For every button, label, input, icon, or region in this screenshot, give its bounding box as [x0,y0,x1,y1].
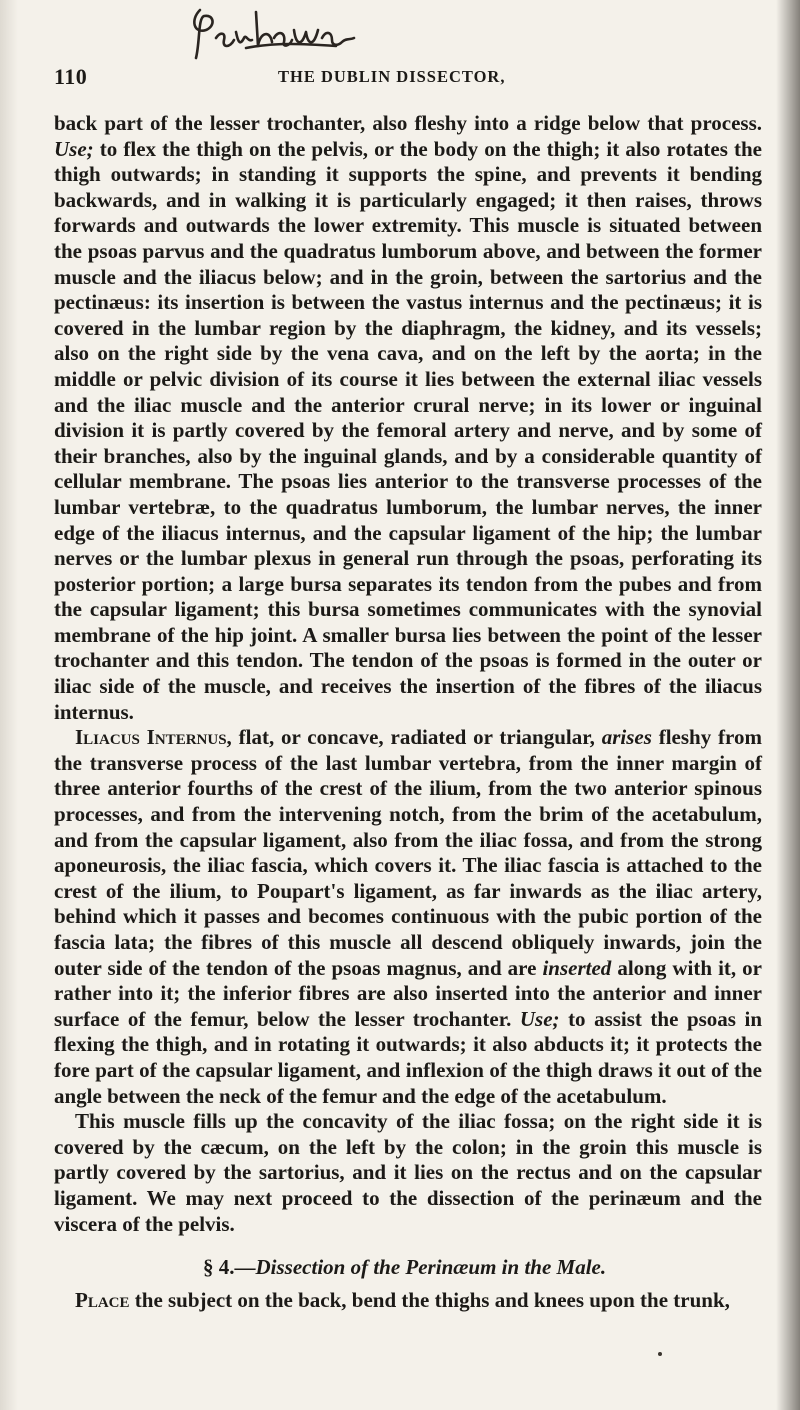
italic-term: Use; [519,1006,560,1031]
paragraph-iliacus-relations [54,1109,762,1237]
text-run: This muscle fills up the concavity of the iliac fossa; on the right side it is covered by the cæcum, on the left by the colon; in the groin this muscle is partly covered by the sartorius, and it lies on the rectus and on the capsular ligament. We may next proceed to the dissection of the perinæum and the viscera of the pelvis. [54,1109,762,1236]
small-caps-term: Iliacus Internus, [75,725,232,750]
text-run: fleshy from the transverse process of the last lumbar vertebra, from the inner margin of three anterior fourths of the crest of the ilium, from the two anterior spinous processes, and from the intervening notch, from the brim of the acetabulum, and from the capsular ligament, also from the iliac fossa, and from the strong aponeurosis, the iliac fascia, which covers it. The iliac fascia is attached to the crest of the ilium, to Poupart's ligament, as far inwards as the iliac artery, behind which it passes and becomes continuous with the pubic portion of the fascia lata; the fibres of this muscle all descend obliquely inwards, join the outer side of the tendon of the psoas magnus, and are [54,725,762,980]
italic-term: arises [601,725,652,750]
top-margin [0,0,800,62]
section-number: § 4.— [203,1255,256,1280]
text-run: flat, or concave, radiated or triangular, [231,725,602,750]
paragraph-iliacus-internus [54,725,762,1109]
text-run: the subject on the back, bend the thighs and knees upon the trunk, [129,1287,730,1312]
italic-term: Use; [54,136,94,161]
running-title: THE DUBLIN DISSECTOR, [278,67,506,86]
paragraph-perinaeum-start [54,1288,762,1314]
italic-term: inserted [542,955,612,980]
handwritten-signature [186,2,356,62]
text-run: back part of the lesser trochanter, also fleshy into a ridge below that process. [54,111,762,135]
section-heading [54,1255,762,1281]
paragraph-psoas-continued [54,111,762,725]
text-run: to flex the thigh on the pelvis, or the body on the thigh; it also rotates the thigh outwards; in standing it supports the spine, and prevents it bending backwards, and in walking it is particularly engaged; it then raises, throws forwards and outwards the lower extremity. This muscle is situated between the psoas parvus and the quadratus lumborum above, and between the former muscle and the iliacus below; and in the groin, between the sartorius and the pectinæus: its insertion is between the vastus internus and the pectinæus; it is covered in the lumbar region by the diaphragm, the kidney, and its vessels; also on the right side by the vena cava, and on the left by the aorta; in the middle or pelvic division of its course it lies between the external iliac vessels and the iliac muscle and the anterior crural nerve; in its lower or inguinal division it is partly covered by the femoral artery and nerve, and by some of their branches, also by the inguinal glands, and by a considerable quantity of cellular membrane. The psoas lies anterior to the transverse processes of the lumbar vertebræ, to the quadratus lumborum, the lumbar nerves, the inner edge of the iliacus internus, and the capsular ligament of the hip; the lumbar nerves or the lumbar plexus in general run through the psoas, perforating its posterior portion; a large bursa separates its tendon from the pubes and from the capsular ligament; this bursa sometimes communicates with the synovial membrane of the hip joint. A smaller bursa lies between the point of the lesser trochanter and this tendon. The tendon of the psoas is formed in the outer or iliac side of the muscle, and receives the insertion of the fibres of the iliacus internus. [54,136,762,724]
page-gutter-shadow [0,0,18,1410]
running-head [0,64,800,90]
section-title: Dissection of the Perinæum in the Male. [255,1255,607,1280]
text-run: along with it, or rather into it; the inferior fibres are also inserted into the anterior and inner surface of the femur, below the lesser trochanter. [54,955,762,1031]
page-number: 110 [54,64,88,89]
text-run: to assist the psoas in flexing the thigh, and in rotating it outwards; it also abducts it; it protects the fore part of the capsular ligament, and inflexion of the thigh draws it out of the angle between the neck of the femur and the edge of the acetabulum. [54,1006,762,1108]
small-caps-term: Place [75,1287,130,1312]
body-text [54,111,762,1313]
page-edge-shadow [776,0,800,1410]
ink-speck [658,1352,662,1356]
